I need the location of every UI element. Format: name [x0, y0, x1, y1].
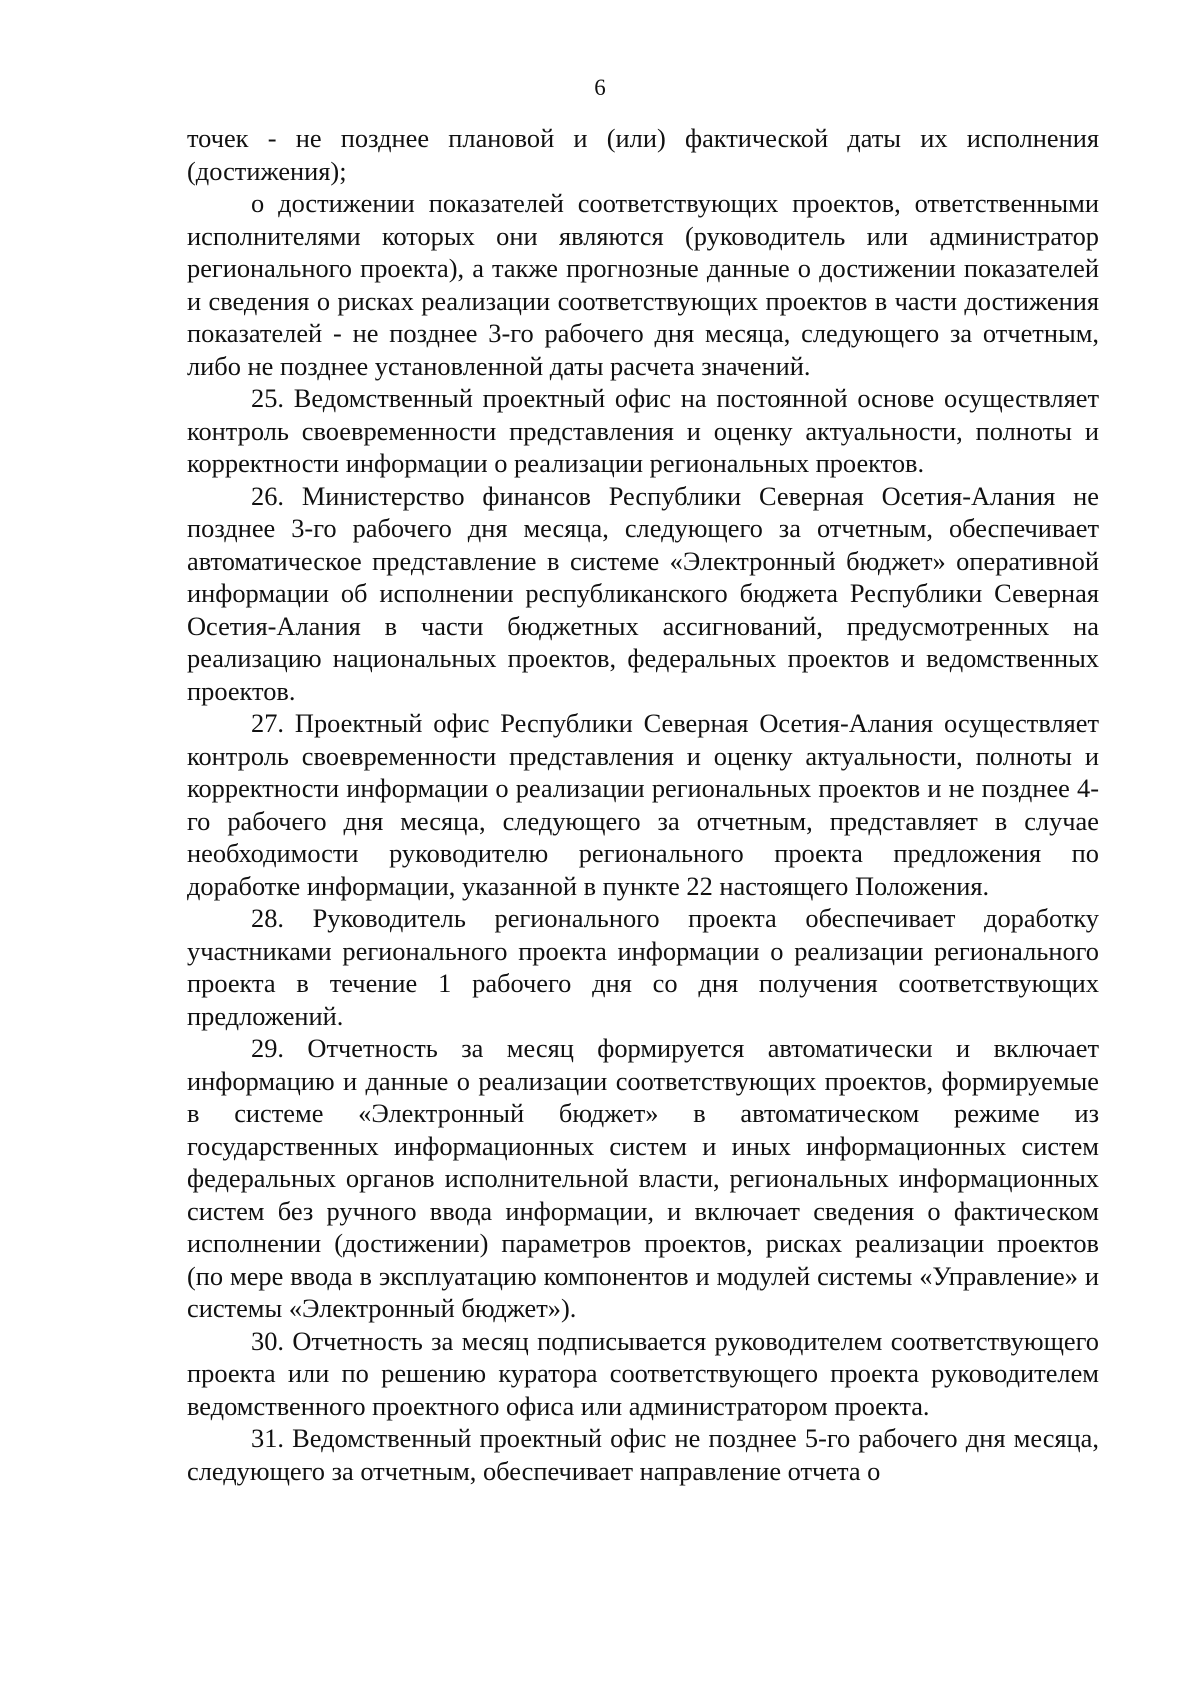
- paragraph-25: 25. Ведомственный проектный офис на постоянной основе осуществляет контроль своевременности представления и оценку актуальности, полноты и корректности информации о реализации региональных проектов.: [187, 383, 1099, 478]
- page-number: 6: [594, 75, 606, 100]
- paragraph-30: 30. Отчетность за месяц подписывается руководителем соответствующего проекта или по решению куратора соответствующего проекта руководителем ведомственного проектного офиса или администратором проекта.: [187, 1325, 1099, 1421]
- paragraph-indicators: о достижении показателей соответствующих проектов, ответственными исполнителями которых они являются (руководитель или администратор регионального проекта), а также прогнозные данные о достижении показателей и сведения о рисках реализации соответствующих проектов в части достижения показателей - не позднее 3-го рабочего дня месяца, следующего за отчетным, либо не позднее установленной даты расчета значений.: [187, 188, 1099, 381]
- paragraph-26: 26. Министерство финансов Республики Северная Осетия-Алания не позднее 3-го рабочего дня месяца, следующего за отчетным, обеспечивает автоматическое представление в системе «Электронный бюджет» оперативной информации об исполнении республиканского бюджета Республики Северная Осетия-Алания в части бюджетных ассигнований, предусмотренных на реализацию национальных проектов, федеральных проектов и ведомственных проектов.: [187, 480, 1099, 706]
- paragraph-31: 31. Ведомственный проектный офис не позднее 5-го рабочего дня месяца, следующего за отчетным, обеспечивает направление отчета о: [187, 1423, 1099, 1486]
- paragraph-29: 29. Отчетность за месяц формируется автоматически и включает информацию и данные о реализации соответствующих проектов, формируемые в системе «Электронный бюджет» в автоматическом режиме из государственных информационных систем и иных информационных систем федеральных органов исполнительной власти, региональных информационных систем без ручного ввода информации, и включает сведения о фактическом исполнении (достижении) параметров проектов, рисках реализации проектов (по мере ввода в эксплуатацию компонентов и модулей системы «Управление» и системы «Электронный бюджет»).: [187, 1033, 1099, 1323]
- paragraph-continuation: точек - не позднее плановой и (или) фактической даты их исполнения (достижения);: [187, 123, 1099, 186]
- document-body: [187, 122, 1099, 1487]
- paragraph-27: 27. Проектный офис Республики Северная Осетия-Алания осуществляет контроль своевременности представления и оценку актуальности, полноты и корректности информации о реализации региональных проектов и не позднее 4-го рабочего дня месяца, следующего за отчетным, представляет в случае необходимости руководителю регионального проекта предложения по доработке информации, указанной в пункте 22 настоящего Положения.: [187, 708, 1099, 901]
- paragraph-28: 28. Руководитель регионального проекта обеспечивает доработку участниками регионального проекта информации о реализации регионального проекта в течение 1 рабочего дня со дня получения соответствующих предложений.: [187, 903, 1099, 1031]
